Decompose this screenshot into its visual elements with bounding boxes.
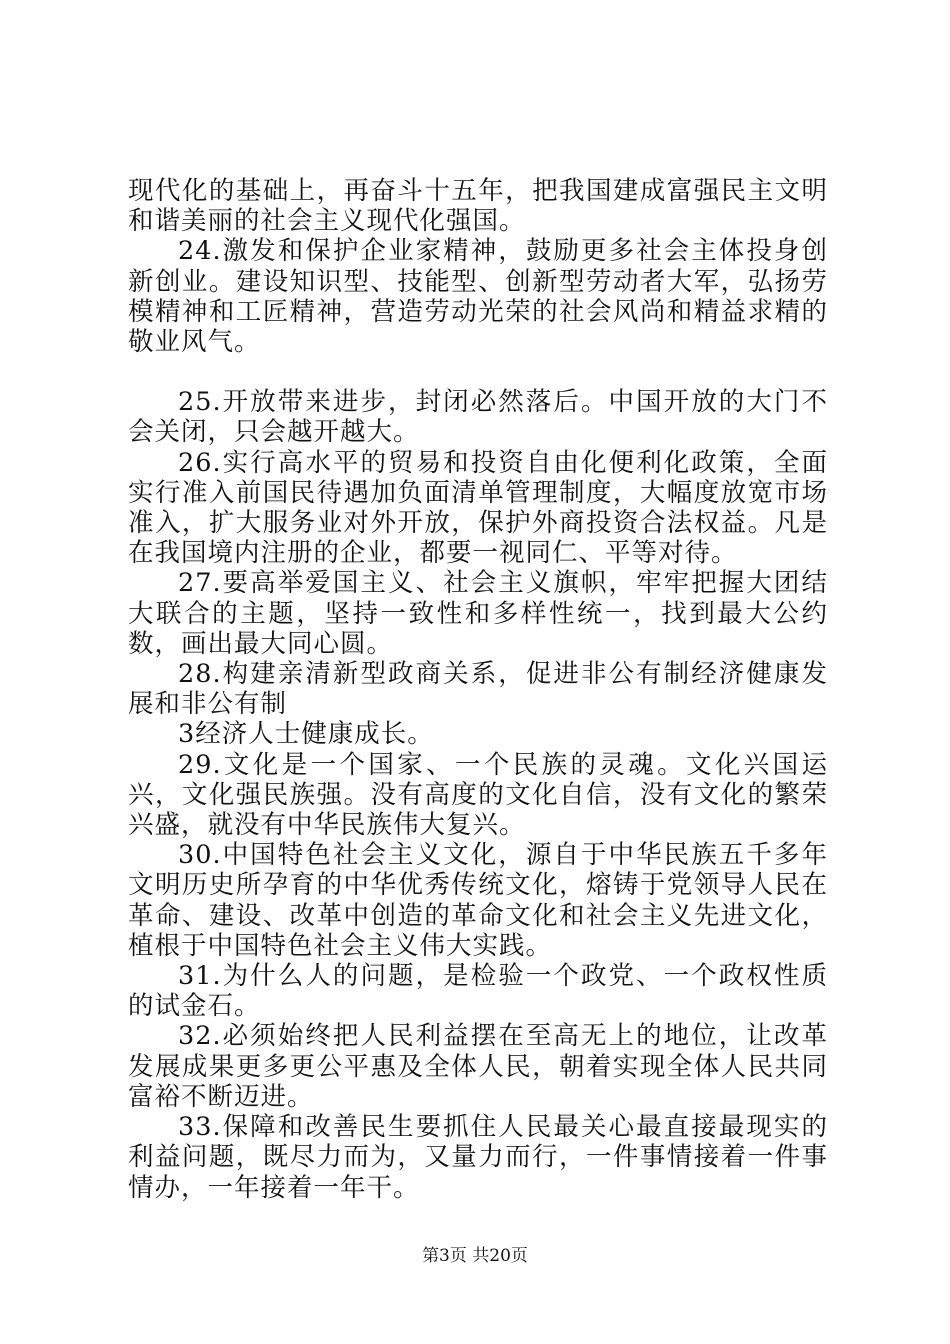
- paragraph-gap: [128, 357, 828, 387]
- paragraph-32: 32.必须始终把人民利益摆在至高无上的地位，让改革发展成果更多更公平惠及全体人民，朝着实现全体人民共同富裕不断迈进。: [128, 1021, 828, 1112]
- paragraph-31: 31.为什么人的问题，是检验一个政党、一个政权性质的试金石。: [128, 961, 828, 1022]
- paragraph-30: 30.中国特色社会主义文化，源自于中华民族五千多年文明历史所孕育的中华优秀传统文化，熔铸于党领导人民在革命、建设、改革中创造的革命文化和社会主义先进文化，植根于中国特色社会主义伟大实践。: [128, 840, 828, 961]
- page-footer: [0, 1245, 950, 1267]
- paragraph-26: 26.实行高水平的贸易和投资自由化便利化政策，全面实行准入前国民待遇加负面清单管理制度，大幅度放宽市场准入，扩大服务业对外开放，保护外商投资合法权益。凡是在我国境内注册的企业，都要一视同仁、平等对待。: [128, 447, 828, 569]
- paragraph-continuation: 现代化的基础上，再奋斗十五年，把我国建成富强民主文明和谐美丽的社会主义现代化强国。: [128, 176, 828, 237]
- page-number-label: 第3页 共20页: [422, 1246, 528, 1266]
- paragraph-28-continuation: 3经济人士健康成长。: [178, 719, 434, 750]
- paragraph-28: 28.构建亲清新型政商关系，促进非公有制经济健康发展和非公有制: [128, 659, 828, 720]
- paragraph-24: 24.激发和保护企业家精神，鼓励更多社会主体投身创新创业。建设知识型、技能型、创新型劳动者大军，弘扬劳模精神和工匠精神，营造劳动光荣的社会风尚和精益求精的敬业风气。: [128, 236, 828, 358]
- paragraph-33: 33.保障和改善民生要抓住人民最关心最直接最现实的利益问题，既尽力而为，又量力而行，一件事情接着一件事情办，一年接着一年干。: [128, 1112, 828, 1203]
- paragraph-27: 27.要高举爱国主义、社会主义旗帜，牢牢把握大团结大联合的主题，坚持一致性和多样性统一，找到最大公约数，画出最大同心圆。: [128, 568, 828, 659]
- paragraph-29: 29.文化是一个国家、一个民族的灵魂。文化兴国运兴，文化强民族强。没有高度的文化自信，没有文化的繁荣兴盛，就没有中华民族伟大复兴。: [128, 749, 828, 841]
- paragraph-25: 25.开放带来进步，封闭必然落后。中国开放的大门不会关闭，只会越开越大。: [128, 387, 828, 448]
- document-body: [128, 176, 828, 1203]
